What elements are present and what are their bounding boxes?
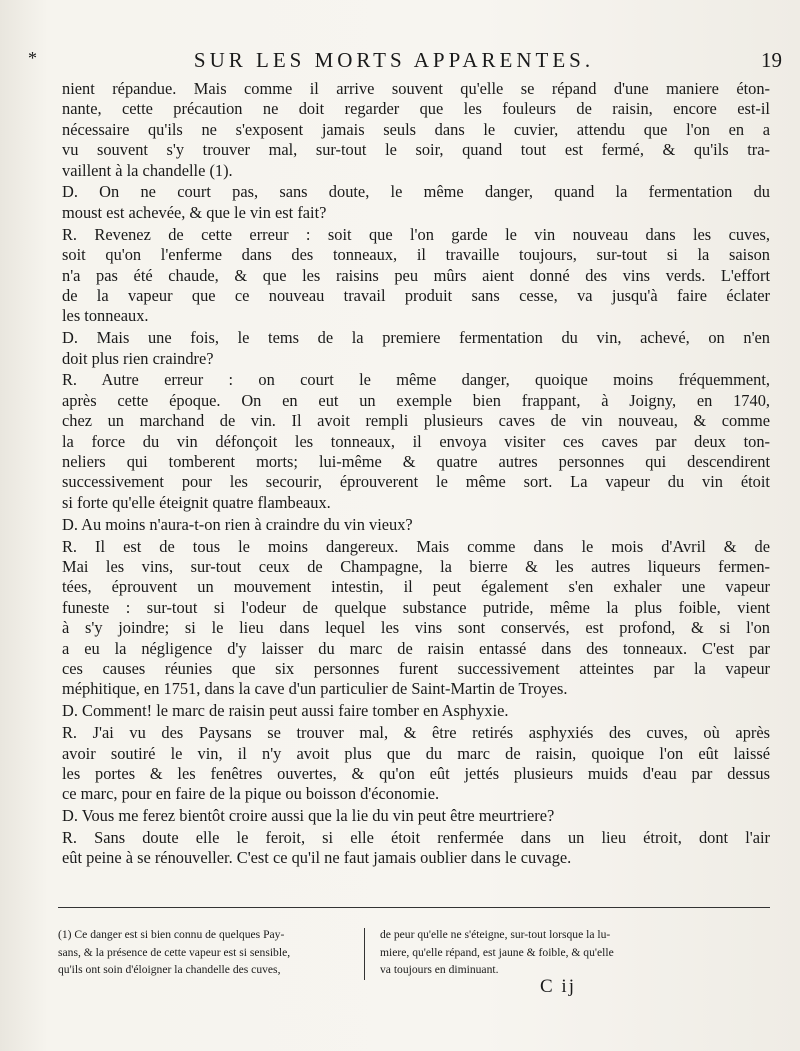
footnote-column-divider [364, 928, 365, 980]
text-line: chez un marchand de vin. Il avoit rempli plusieurs caves de vin nouveau, & comme [62, 411, 770, 431]
text-line: successivement pour les secourir, éprouverent le même sort. La vapeur du vin étoit [62, 472, 770, 492]
text-line: D. Mais une fois, le tems de la premiere fermentation du vin, achevé, on n'en [62, 328, 770, 348]
text-line: vaillent à la chandelle (1). [62, 160, 233, 180]
text-line: à s'y joindre; si le lieu dans lequel les vins sont conservés, est profond, & si l'on [62, 618, 770, 638]
paragraph [62, 537, 770, 700]
text-line: R. Sans doute elle le feroit, si elle étoit renfermée dans un lieu étroit, dont l'air [62, 828, 770, 848]
paragraph [62, 79, 770, 181]
text-line: a eu la négligence d'y laisser du marc de raisin entassé dans des tonneaux. C'est par [62, 638, 770, 658]
text-line: la force du vin défonçoit les tonneaux, il envoya visiter ces caves par deux ton- [62, 431, 770, 451]
footnote-line: qu'ils ont soin d'éloigner la chandelle des cuves, [58, 963, 281, 976]
paragraph [62, 515, 770, 535]
text-line: neliers qui tomberent morts; lui-même & quatre autres personnes qui descendirent [62, 452, 770, 472]
text-line: R. J'ai vu des Paysans se trouver mal, & être retirés asphyxiés des cuves, où après [62, 723, 770, 743]
text-line: nécessaire qu'ils ne s'exposent jamais seuls dans le cuvier, attendu que l'on en a [62, 119, 770, 139]
text-line: après cette époque. On en eut un exemple bien frappant, à Joigny, en 1740, [62, 390, 770, 410]
footnote-left-column [58, 926, 358, 979]
text-line: vu souvent s'y trouver mal, sur-tout le soir, quand tout est fermé, & qu'ils tra- [62, 140, 770, 160]
text-line: D. Au moins n'aura-t-on rien à craindre du vin vieux? [62, 514, 413, 534]
text-line: n'a pas été chaude, & que les raisins peu mûrs aient donné des vins verds. L'effort [62, 265, 770, 285]
paragraph [62, 828, 770, 869]
footnote-separator [58, 907, 770, 908]
text-line: D. Vous me ferez bientôt croire aussi que la lie du vin peut être meurtriere? [62, 806, 555, 826]
text-line: eût peine à se rénouveller. C'est ce qu'il ne faut jamais oublier dans le cuvage. [62, 848, 572, 868]
text-line: avoir soutiré le vin, il n'y avoit plus que du marc de raisin, quoique l'on eût laissé [62, 743, 770, 763]
page-number: 19 [761, 48, 782, 72]
text-line: funeste : sur-tout si l'odeur de quelque substance putride, même la plus foible, vient [62, 597, 770, 617]
text-line: si forte qu'elle éteignit quatre flambeaux. [62, 492, 331, 512]
paragraph [62, 182, 770, 223]
footnote-line: va toujours en diminuant. [380, 963, 499, 976]
footnote-line: (1) Ce danger est si bien connu de quelques Pay- [58, 928, 285, 941]
paragraph [62, 328, 770, 369]
text-line: R. Revenez de cette erreur : soit que l'on garde le vin nouveau dans les cuves, [62, 224, 770, 244]
text-line: doit plus rien craindre? [62, 348, 214, 368]
text-line: soit qu'on l'enferme dans des tonneaux, il travaille toujours, sur-tout si la saison [62, 245, 770, 265]
footnote-line: sans, & la présence de cette vapeur est si sensible, [58, 945, 291, 959]
paragraph [62, 225, 770, 327]
text-line: D. On ne court pas, sans doute, le même danger, quand la fermentation du [62, 182, 770, 202]
paragraph [62, 723, 770, 805]
text-line: D. Comment! le marc de raisin peut aussi faire tomber en Asphyxie. [62, 701, 509, 721]
main-text [62, 79, 770, 870]
text-line: les portes & les fenêtres ouvertes, & qu'on eût jettés plusieurs muids d'eau par dessus [62, 763, 770, 783]
text-line: R. Autre erreur : on court le même danger, quoique moins fréquemment, [62, 370, 770, 390]
running-title: SUR LES MORTS APPARENTES. [193, 48, 595, 72]
footnote-right-column [380, 926, 774, 979]
text-line: de la vapeur que ce nouveau travail produit sans cesse, va jusqu'à faire éclater [62, 285, 770, 305]
footnote [58, 926, 770, 986]
paragraph [62, 370, 770, 513]
text-line: méphitique, en 1751, dans la cave d'un particulier de Saint-Martin de Troyes. [62, 679, 568, 699]
text-line: nient répandue. Mais comme il arrive souvent qu'elle se répand d'une maniere éton- [62, 79, 770, 98]
footnote-line: miere, qu'elle répand, est jaune & foible, & qu'elle [380, 945, 614, 959]
printer-signature: C ij [540, 976, 576, 997]
paragraph [62, 806, 770, 826]
text-line: R. Il est de tous le moins dangereux. Mais comme dans le mois d'Avril & de [62, 536, 770, 556]
header-mark: * [28, 48, 37, 68]
text-line: moust est achevée, & que le vin est fait? [62, 202, 327, 222]
text-line: tées, éprouvent un mouvement intestin, il peut également s'en exhaler une vapeur [62, 577, 770, 597]
footnote-line: de peur qu'elle ne s'éteigne, sur-tout lorsque la lu- [380, 928, 611, 941]
text-line: les tonneaux. [62, 306, 149, 326]
text-line: ces causes réunies que six personnes furent successivement atteintes par la vapeur [62, 658, 770, 678]
text-line: ce marc, pour en faire de la pique ou boisson d'économie. [62, 784, 440, 804]
text-line: Mai les vins, sur-tout ceux de Champagne, la bierre & les autres liqueurs fermen- [62, 556, 770, 576]
text-line: nante, cette précaution ne doit regarder que les fouleurs de raisin, encore est-il [62, 99, 770, 119]
running-header [28, 48, 788, 76]
paragraph [62, 701, 770, 721]
